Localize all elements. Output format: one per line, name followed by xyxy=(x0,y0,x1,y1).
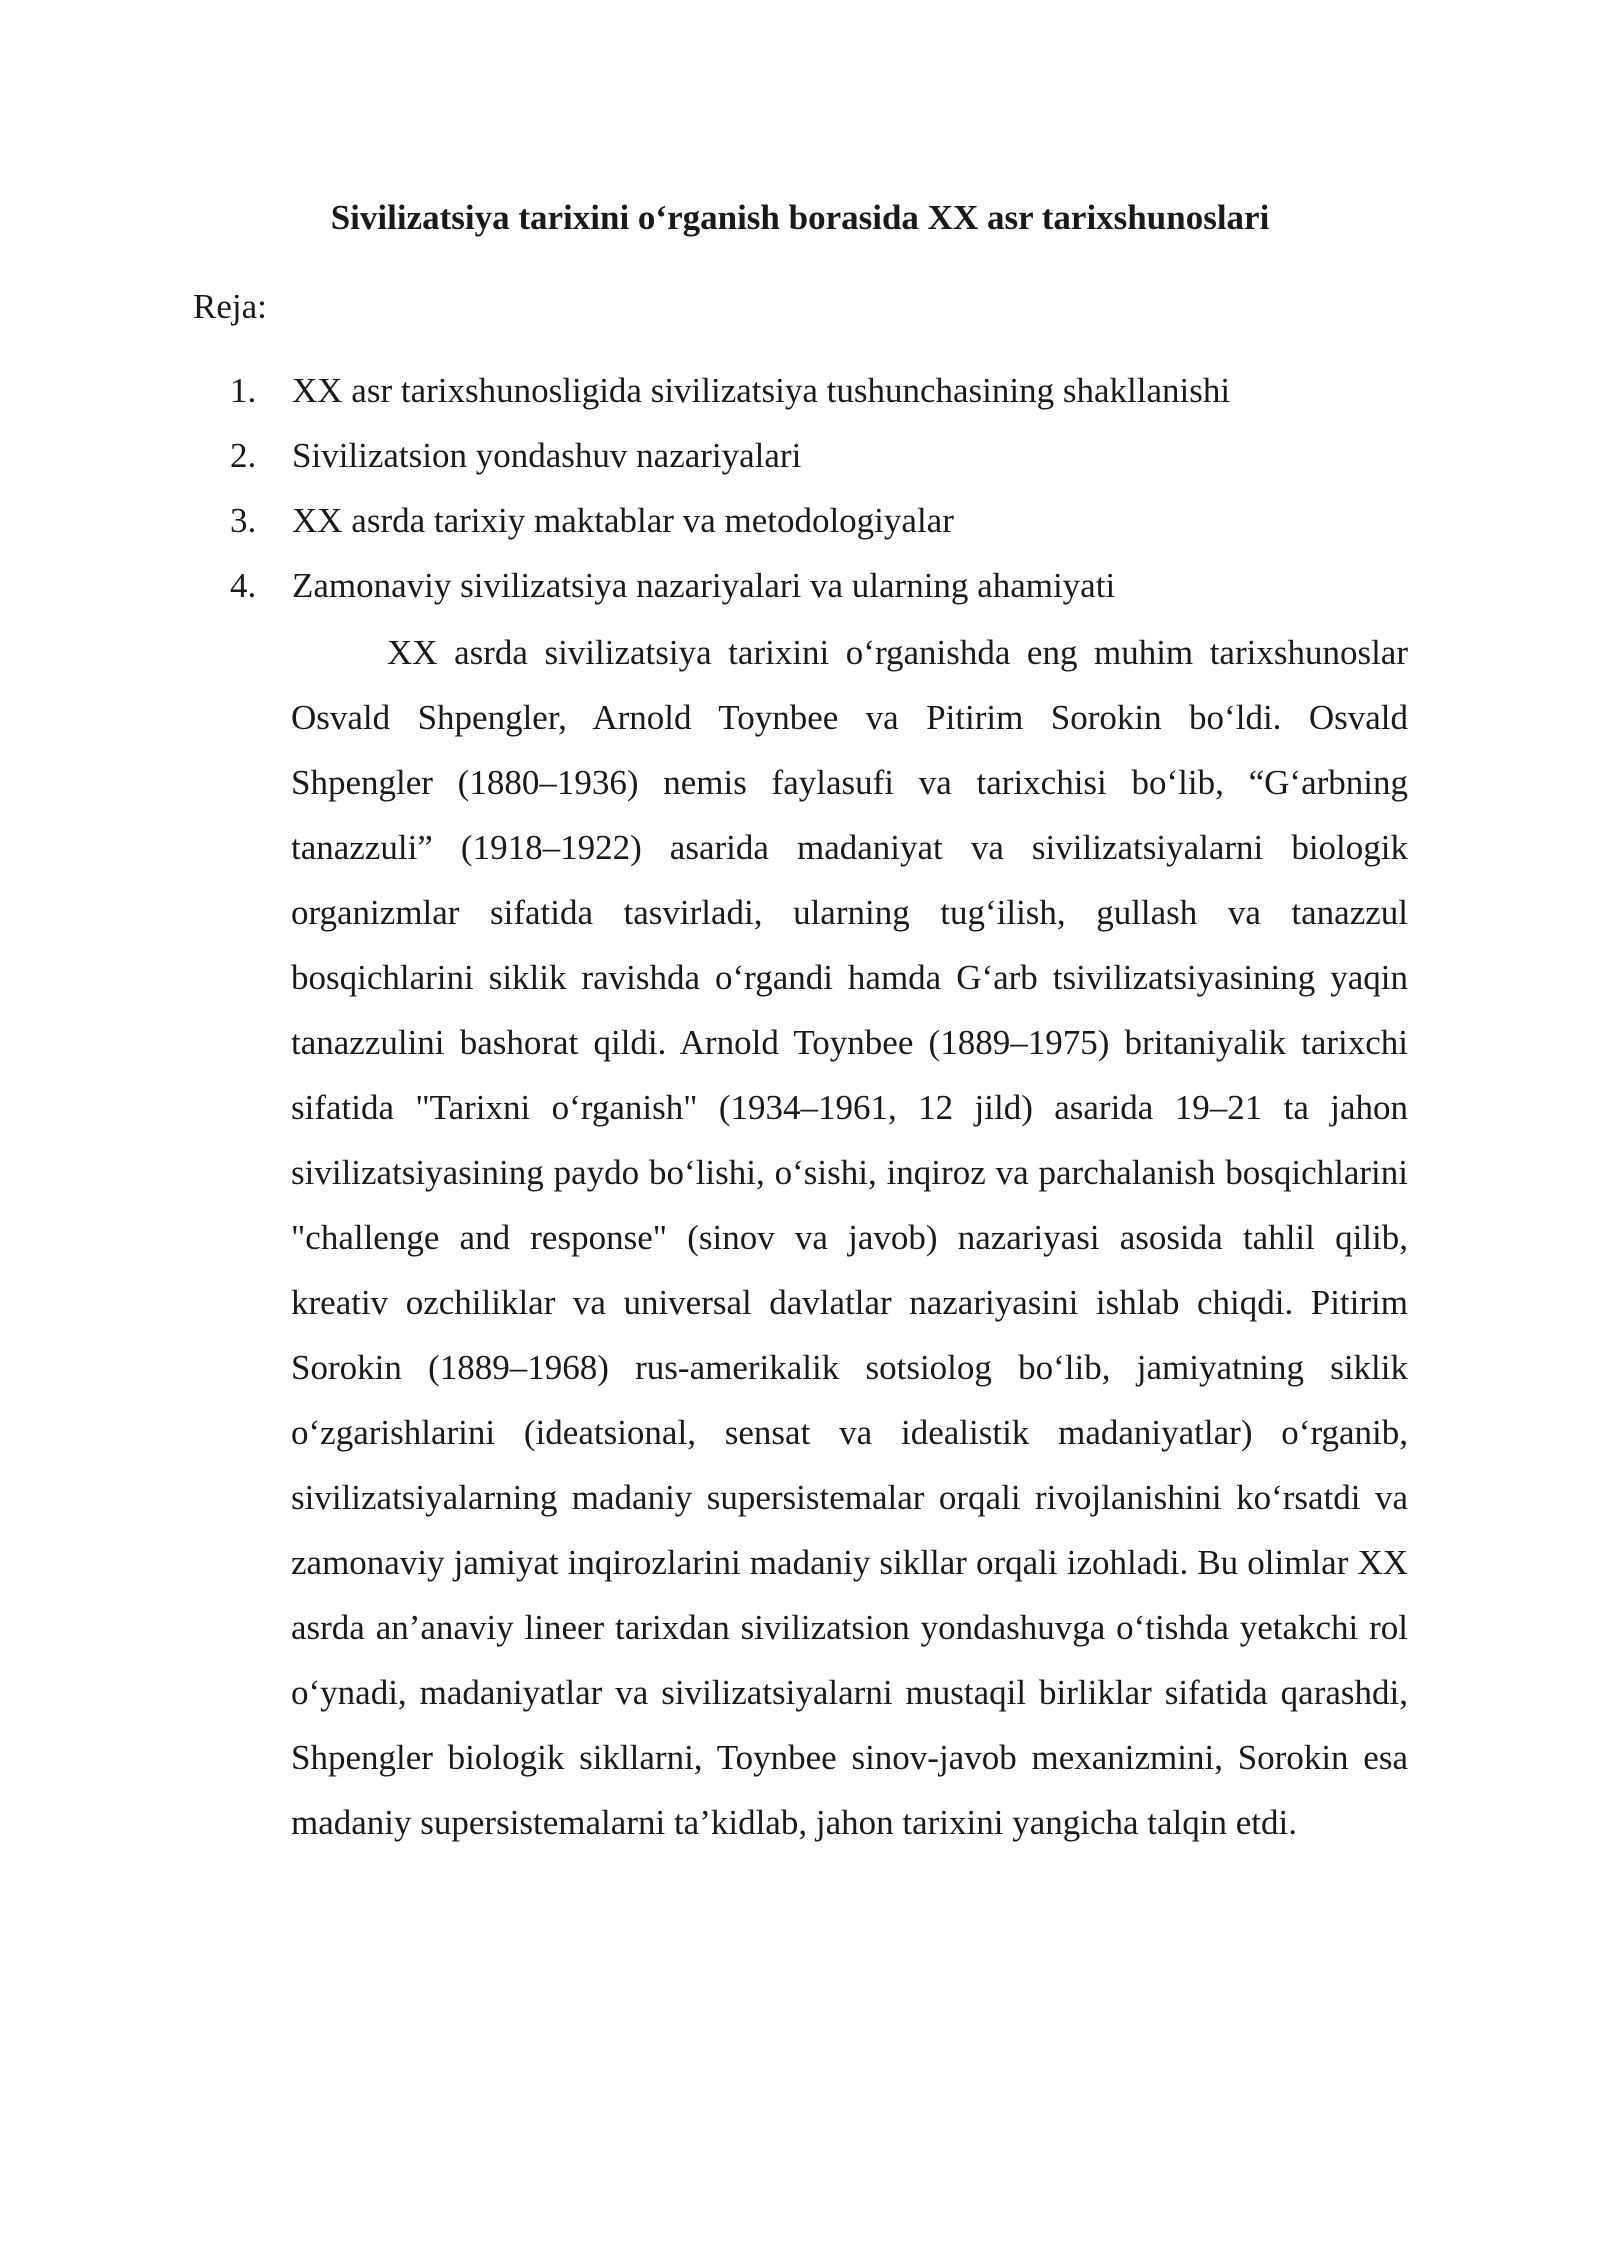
plan-item-2 xyxy=(230,423,1430,488)
plan-item-text: Zamonaviy sivilizatsiya nazariyalari va ularning ahamiyati xyxy=(292,566,1116,605)
document-title: Sivilizatsiya tarixini o‘rganish borasida XX asr tarixshunoslari xyxy=(330,198,1270,237)
plan-item-text: XX asr tarixshunosligida sivilizatsiya tushunchasining shakllanishi xyxy=(292,371,1231,410)
plan-item-text: XX asrda tarixiy maktablar va metodologiyalar xyxy=(292,501,954,540)
plan-label: Reja: xyxy=(193,287,267,326)
plan-item-number: 4. xyxy=(230,566,257,605)
plan-item-4 xyxy=(230,553,1430,618)
plan-item-number: 3. xyxy=(230,501,257,540)
plan-item-number: 1. xyxy=(230,371,257,410)
plan-item-3 xyxy=(230,488,1430,553)
plan-item-1 xyxy=(230,358,1430,423)
plan-item-number: 2. xyxy=(230,436,257,475)
body-paragraph: XX asrda sivilizatsiya tarixini o‘rganishda eng muhim tarixshunoslar Osvald Shpengler, Arnold Toynbee va Pitirim Sorokin bo‘ldi. Osvald Shpengler (1880–1936) nemis faylasufi va tarixchisi bo‘lib, “G‘arbning tanazzuli” (1918–1922) asarida madaniyat va sivilizatsiyalarni biologik organizmlar sifatida tasvirladi, ularning tug‘ilish, gullash va tanazzul bosqichlarini siklik ravishda o‘rgandi hamda G‘arb tsivilizatsiyasining yaqin tanazzulini bashorat qildi. Arnold Toynbee (1889–1975) britaniyalik tarixchi sifatida "Tarixni o‘rganish" (1934–1961, 12 jild) asarida 19–21 ta jahon sivilizatsiyasining paydo bo‘lishi, o‘sishi, inqiroz va parchalanish bosqichlarini "challenge and response" (sinov va javob) nazariyasi asosida tahlil qilib, kreativ ozchiliklar va universal davlatlar nazariyasini ishlab chiqdi. Pitirim Sorokin (1889–1968) rus-amerikalik sotsiolog bo‘lib, jamiyatning siklik o‘zgarishlarini (ideatsional, sensat va idealistik madaniyatlar) o‘rganib, sivilizatsiyalarning madaniy supersistemalar orqali rivojlanishini ko‘rsatdi va zamonaviy jamiyat inqirozlarini madaniy sikllar orqali izohladi. Bu olimlar XX asrda an’anaviy lineer tarixdan sivilizatsion yondashuvga o‘tishda yetakchi rol o‘ynadi, madaniyatlar va sivilizatsiyalarni mustaqil birliklar sifatida qarashdi, Shpengler biologik sikllarni, Toynbee sinov-javob mexanizmini, Sorokin esa madaniy supersistemalarni ta’kidlab, jahon tarixini yangicha talqin etdi. xyxy=(291,633,1408,1842)
plan-item-text: Sivilizatsion yondashuv nazariyalari xyxy=(292,436,802,475)
plan-list xyxy=(230,358,1430,618)
